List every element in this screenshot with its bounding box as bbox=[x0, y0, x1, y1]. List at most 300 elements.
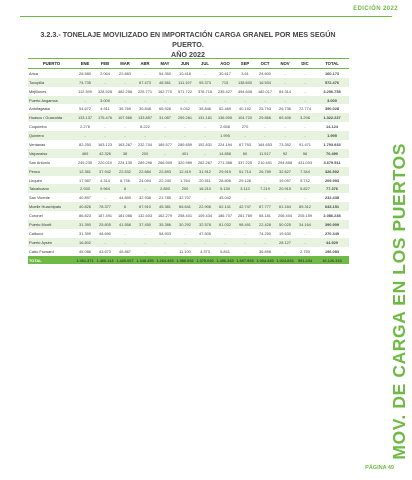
tonnage-cell: 326.502 bbox=[315, 167, 349, 176]
tonnage-cell: 132.503 bbox=[135, 211, 155, 220]
tonnage-cell: 6.736 bbox=[115, 176, 135, 185]
table-row bbox=[28, 113, 349, 122]
tonnage-cell: 225.771 bbox=[135, 87, 155, 96]
tonnage-cell: - bbox=[295, 96, 315, 105]
tonnage-cell: 3.113 bbox=[235, 184, 255, 193]
tonnage-cell: 21.785 bbox=[155, 193, 175, 202]
tonnage-cell: - bbox=[115, 131, 135, 140]
tonnage-cell: 390.909 bbox=[315, 220, 349, 229]
total-cell: 1.264.465 bbox=[156, 257, 174, 263]
tonnage-cell: 51.714 bbox=[235, 167, 255, 176]
tonnage-cell: 112.399 bbox=[75, 87, 95, 96]
tonnage-cell: 14.124 bbox=[315, 122, 349, 131]
tonnage-cell: 320.989 bbox=[175, 158, 195, 167]
tonnage-cell: - bbox=[215, 229, 235, 238]
tonnage-cell: - bbox=[155, 131, 175, 140]
tonnage-cell: 19.630 bbox=[275, 229, 295, 238]
column-header: ENE bbox=[75, 59, 95, 69]
tonnage-cell: - bbox=[75, 131, 95, 140]
tonnage-cell: 41.558 bbox=[115, 220, 135, 229]
tonnage-cell: 494.608 bbox=[235, 87, 255, 96]
tonnage-cell: - bbox=[95, 122, 115, 131]
tonnage-cell: 200 bbox=[175, 184, 195, 193]
total-row bbox=[28, 256, 349, 265]
tonnage-cell: 81.032 bbox=[215, 220, 235, 229]
tonnage-cell: - bbox=[295, 238, 315, 247]
tonnage-cell: 30.617 bbox=[215, 68, 235, 77]
total-cell: 1.986.932 bbox=[176, 257, 194, 263]
port-name-cell: Valparaíso bbox=[28, 149, 75, 158]
tonnage-cell: 20.911 bbox=[195, 176, 215, 185]
total-cell: 1.420.067 bbox=[116, 257, 134, 263]
tonnage-cell: 32.578 bbox=[195, 220, 215, 229]
tonnage-cell: 12.419 bbox=[175, 167, 195, 176]
port-name-cell: Ventanas bbox=[28, 140, 75, 149]
tonnage-cell: 16.534 bbox=[255, 78, 275, 87]
tonnage-cell: - bbox=[295, 78, 315, 87]
tonnage-cell: 4.373 bbox=[195, 247, 215, 256]
tonnage-cell: 3.298 bbox=[295, 113, 315, 122]
tonnage-cell: 25.793 bbox=[255, 104, 275, 113]
tonnage-cell: 1.793.933 bbox=[315, 140, 349, 149]
tonnage-cell: 572.476 bbox=[315, 78, 349, 87]
total-cell: 1.348.455 bbox=[136, 257, 154, 263]
tonnage-cell: 50.025 bbox=[275, 220, 295, 229]
table-row bbox=[28, 220, 349, 229]
tonnage-cell: 9.032 bbox=[175, 104, 195, 113]
tonnage-cell: 31.399 bbox=[75, 229, 95, 238]
tonnage-cell: 259.261 bbox=[175, 113, 195, 122]
tonnage-cell: 5.827 bbox=[295, 184, 315, 193]
tonnage-cell: 43.673 bbox=[95, 247, 115, 256]
tonnage-cell: 136.905 bbox=[215, 113, 235, 122]
tonnage-cell: 40.826 bbox=[75, 202, 95, 211]
tonnage-cell: 92 bbox=[275, 149, 295, 158]
tonnage-cell: - bbox=[175, 96, 195, 105]
tonnage-cell: 220.010 bbox=[95, 158, 115, 167]
table-row bbox=[28, 184, 349, 193]
tonnage-cell: - bbox=[275, 193, 295, 202]
tonnage-cell: 8.222 bbox=[135, 122, 155, 131]
table-title-line-2: AÑO 2022 bbox=[171, 50, 205, 59]
tonnage-cell: - bbox=[275, 68, 295, 77]
tonnage-cell: 266.909 bbox=[155, 158, 175, 167]
tonnage-cell: 26.580 bbox=[75, 68, 95, 77]
tonnage-cell: 14.858 bbox=[215, 149, 235, 158]
tonnage-cell: 131.181 bbox=[195, 113, 215, 122]
column-header: SEP bbox=[235, 59, 255, 69]
port-name-cell: Lirquén bbox=[28, 176, 75, 185]
port-name-cell: Antofagasta bbox=[28, 104, 75, 113]
table-row bbox=[28, 131, 349, 140]
tonnage-cell: 10.418 bbox=[175, 68, 195, 77]
tonnage-cell: 8 bbox=[115, 184, 135, 193]
column-header: JUL bbox=[195, 59, 215, 69]
tonnage-cell: 22.428 bbox=[255, 220, 275, 229]
tonnage-cell: 84.314 bbox=[275, 87, 295, 96]
tonnage-cell: 200 bbox=[135, 149, 155, 158]
tonnage-cell: 571.722 bbox=[175, 87, 195, 96]
tonnage-cell: 270.349 bbox=[315, 229, 349, 238]
tonnage-cell: - bbox=[155, 122, 175, 131]
tonnage-cell: - bbox=[135, 131, 155, 140]
tonnage-cell: 337.225 bbox=[235, 158, 255, 167]
tonnage-cell: 68.181 bbox=[255, 211, 275, 220]
tonnage-cell: - bbox=[95, 78, 115, 87]
tonnage-cell: 25.805 bbox=[95, 220, 115, 229]
column-header: MAY bbox=[155, 59, 175, 69]
tonnage-cell: 163.123 bbox=[95, 140, 115, 149]
tonnage-cell: 328.928 bbox=[95, 87, 115, 96]
edition-label: EDICIÓN 2022 bbox=[353, 6, 398, 12]
port-name-cell: Puerto Montt bbox=[28, 220, 75, 229]
tonnage-cell: - bbox=[135, 238, 155, 247]
tonnage-cell: 7.344 bbox=[295, 167, 315, 176]
tonnage-cell: - bbox=[255, 193, 275, 202]
tonnage-cell: 54.672 bbox=[75, 104, 95, 113]
tonnage-cell: - bbox=[275, 96, 295, 105]
port-name-cell: Coquimbo bbox=[28, 122, 75, 131]
total-label-cell: TOTAL bbox=[28, 256, 75, 265]
tonnage-cell: 22.684 bbox=[135, 167, 155, 176]
tonnage-cell: 111.197 bbox=[175, 78, 195, 87]
tonnage-cell: 2.850 bbox=[155, 184, 175, 193]
tonnage-cell: 60 bbox=[235, 149, 255, 158]
tonnage-cell: 5.130 bbox=[215, 184, 235, 193]
port-name-cell: Puerto Aysén bbox=[28, 238, 75, 247]
tonnage-cell: 2.086.238 bbox=[315, 211, 349, 220]
tonnage-cell: - bbox=[175, 229, 195, 238]
tonnage-cell: 206.404 bbox=[275, 211, 295, 220]
tonnage-cell: - bbox=[115, 122, 135, 131]
tonnage-cell: 133.137 bbox=[75, 113, 95, 122]
tonnage-cell: 187.491 bbox=[95, 211, 115, 220]
tonnage-cell: - bbox=[155, 149, 175, 158]
table-title bbox=[28, 30, 348, 60]
tonnage-cell: - bbox=[155, 247, 175, 256]
tonnage-cell: 3.000 bbox=[315, 96, 349, 105]
tonnage-cell: 1.322.237 bbox=[315, 113, 349, 122]
tonnage-cell: 224.194 bbox=[215, 140, 235, 149]
tonnage-cell: 9.964 bbox=[95, 184, 115, 193]
tonnage-cell: 390.028 bbox=[315, 104, 349, 113]
table-row bbox=[28, 140, 349, 149]
table-row bbox=[28, 202, 349, 211]
column-header-port: PUERTO bbox=[28, 59, 75, 69]
port-name-cell: San Antonio bbox=[28, 158, 75, 167]
tonnage-cell: 32.627 bbox=[275, 167, 295, 176]
tonnage-cell: - bbox=[135, 247, 155, 256]
port-name-cell: Cabo Froward bbox=[28, 247, 75, 256]
tonnage-cell: 182.017 bbox=[255, 87, 275, 96]
tonnage-cell: 35.846 bbox=[195, 104, 215, 113]
page-number: PÁGINA 49 bbox=[365, 465, 394, 471]
tonnage-cell: 48.690 bbox=[95, 229, 115, 238]
port-name-cell: Puerto Angamos bbox=[28, 96, 75, 105]
tonnage-cell: 5.742 bbox=[295, 176, 315, 185]
table-row bbox=[28, 176, 349, 185]
tonnage-cell: 249.235 bbox=[75, 158, 95, 167]
tonnage-cell: 32.707 bbox=[175, 193, 195, 202]
tonnage-cell: 376.715 bbox=[195, 87, 215, 96]
total-cell: 1.466.113 bbox=[96, 257, 114, 263]
table-row bbox=[28, 238, 349, 247]
tonnage-cell: 91.471 bbox=[295, 140, 315, 149]
tonnage-cell: 7.219 bbox=[255, 184, 275, 193]
tonnage-cell: 54.350 bbox=[155, 68, 175, 77]
tonnage-cell: 89.312 bbox=[295, 202, 315, 211]
tonnage-cell: 109.434 bbox=[195, 211, 215, 220]
tonnage-cell: 164.653 bbox=[255, 140, 275, 149]
tonnage-cell: 232.704 bbox=[135, 140, 155, 149]
tonnage-cell: - bbox=[295, 68, 315, 77]
tonnage-cell: - bbox=[175, 122, 195, 131]
tonnage-cell: 77.376 bbox=[315, 184, 349, 193]
tonnage-cell: 52.469 bbox=[215, 104, 235, 113]
tonnage-cell: 22.893 bbox=[155, 167, 175, 176]
table-row bbox=[28, 193, 349, 202]
tonnage-cell: - bbox=[115, 238, 135, 247]
tonnage-cell: - bbox=[275, 247, 295, 256]
tonnage-cell: 289.859 bbox=[175, 140, 195, 149]
tonnage-cell: - bbox=[255, 96, 275, 105]
tonnage-cell: 22.906 bbox=[195, 202, 215, 211]
tonnage-cell: 1.995 bbox=[215, 131, 235, 140]
tonnage-cell: - bbox=[195, 131, 215, 140]
tonnage-cell: 35.386 bbox=[155, 220, 175, 229]
tonnage-cell: 271.388 bbox=[215, 158, 235, 167]
tonnage-cell: 69.406 bbox=[275, 113, 295, 122]
table-row bbox=[28, 158, 349, 167]
tonnage-cell: - bbox=[275, 78, 295, 87]
port-name-cell: San Vicente bbox=[28, 193, 75, 202]
column-header: OCT bbox=[255, 59, 275, 69]
tonnage-cell: 261.769 bbox=[235, 211, 255, 220]
tonnage-cell: 107.966 bbox=[115, 113, 135, 122]
tonnage-cell: 74.250 bbox=[255, 229, 275, 238]
tonnage-cell: 186.707 bbox=[215, 211, 235, 220]
tonnage-cell: - bbox=[115, 78, 135, 87]
tonnage-cell: 715 bbox=[215, 78, 235, 87]
tonnage-cell: - bbox=[235, 247, 255, 256]
tonnage-cell: 11.100 bbox=[175, 247, 195, 256]
port-name-cell: Quintero bbox=[28, 131, 75, 140]
tonnage-cell: - bbox=[135, 68, 155, 77]
tonnage-cell: 29.128 bbox=[235, 176, 255, 185]
tonnage-cell: 22.883 bbox=[115, 68, 135, 77]
tonnage-cell: - bbox=[135, 184, 155, 193]
tonnage-cell: 181.086 bbox=[115, 211, 135, 220]
tonnage-cell: - bbox=[95, 238, 115, 247]
tonnage-cell: - bbox=[155, 96, 175, 105]
tonnage-cell: 24.600 bbox=[255, 68, 275, 77]
tonnage-cell: 26.789 bbox=[255, 167, 275, 176]
tonnage-cell: - bbox=[195, 238, 215, 247]
port-name-cell: Penco bbox=[28, 167, 75, 176]
tonnage-cell: - bbox=[135, 229, 155, 238]
tonnage-cell: - bbox=[195, 96, 215, 105]
tonnage-cell: - bbox=[195, 122, 215, 131]
tonnage-cell: 37.942 bbox=[95, 167, 115, 176]
tonnage-cell: 401 bbox=[175, 149, 195, 158]
tonnage-cell: - bbox=[255, 131, 275, 140]
tonnage-cell: 482.258 bbox=[115, 87, 135, 96]
total-cell: 1.667.965 bbox=[236, 257, 254, 263]
table-header bbox=[28, 59, 349, 69]
tonnage-cell: 232.438 bbox=[315, 193, 349, 202]
tonnage-cell: 19.097 bbox=[275, 176, 295, 185]
tonnage-cell: - bbox=[135, 96, 155, 105]
column-header: MAR bbox=[115, 59, 135, 69]
tonnage-cell: 47.505 bbox=[195, 229, 215, 238]
tonnage-cell: 160.173 bbox=[315, 68, 349, 77]
tonnage-cell: - bbox=[235, 229, 255, 238]
tonnage-cell: - bbox=[175, 238, 195, 247]
tonnage-cell: 469 bbox=[75, 149, 95, 158]
tonnage-cell: - bbox=[295, 87, 315, 96]
tonnage-cell: 270 bbox=[235, 122, 255, 131]
table-body bbox=[28, 68, 349, 255]
tonnage-cell: 643.151 bbox=[315, 202, 349, 211]
column-header: AGO bbox=[215, 59, 235, 69]
table-row bbox=[28, 149, 349, 158]
tonnage-cell: 29.919 bbox=[215, 167, 235, 176]
tonnage-cell: 22.240 bbox=[155, 176, 175, 185]
tonnage-cell: - bbox=[75, 96, 95, 105]
tonnage-cell: 2.064 bbox=[95, 68, 115, 77]
column-header: NOV bbox=[275, 59, 295, 69]
tonnage-cell: 78.377 bbox=[95, 202, 115, 211]
tonnage-cell: 67.910 bbox=[135, 202, 155, 211]
tonnage-table-wrapper bbox=[28, 58, 349, 264]
tonnage-cell: 42.326 bbox=[95, 149, 115, 158]
tonnage-cell: 3.000 bbox=[95, 96, 115, 105]
total-cell: 1.004.345 bbox=[256, 257, 274, 263]
tonnage-cell: 65.928 bbox=[155, 104, 175, 113]
table-row bbox=[28, 68, 349, 77]
tonnage-cell: 72.774 bbox=[295, 104, 315, 113]
tonnage-cell: 74.735 bbox=[75, 78, 95, 87]
tonnage-cell: 209.993 bbox=[315, 176, 349, 185]
tonnage-cell: 4.911 bbox=[95, 104, 115, 113]
total-cell: 1.456.345 bbox=[216, 257, 234, 263]
tonnage-cell: 1.764 bbox=[175, 176, 195, 185]
port-name-cell: Mejillones bbox=[28, 87, 75, 96]
tonnage-cell: - bbox=[235, 238, 255, 247]
tonnage-cell: 162.770 bbox=[155, 87, 175, 96]
table-row bbox=[28, 96, 349, 105]
tonnage-cell: 1.995 bbox=[315, 131, 349, 140]
column-header: FEB bbox=[95, 59, 115, 69]
tonnage-cell: 20.915 bbox=[275, 184, 295, 193]
tonnage-cell: - bbox=[175, 131, 195, 140]
tonnage-cell: 30.848 bbox=[135, 104, 155, 113]
tonnage-cell: 30.292 bbox=[175, 220, 195, 229]
tonnage-cell: 37.450 bbox=[135, 220, 155, 229]
table-row bbox=[28, 167, 349, 176]
tonnage-cell: 40.192 bbox=[235, 104, 255, 113]
tonnage-cell: 6 bbox=[115, 202, 135, 211]
port-name-cell: Huasco / Guacolda bbox=[28, 113, 75, 122]
table-row bbox=[28, 78, 349, 87]
table-footer bbox=[28, 256, 349, 265]
tonnage-cell: 175.476 bbox=[95, 113, 115, 122]
tonnage-cell: - bbox=[215, 96, 235, 105]
total-cell: 1.061.371 bbox=[76, 257, 94, 263]
tonnage-cell: - bbox=[275, 131, 295, 140]
tonnage-cell: 44.890 bbox=[115, 193, 135, 202]
tonnage-cell: 45.042 bbox=[215, 193, 235, 202]
header-row bbox=[28, 59, 349, 69]
tonnage-cell: 87.777 bbox=[255, 202, 275, 211]
tonnage-cell: 163.267 bbox=[115, 140, 135, 149]
tonnage-cell: 40.897 bbox=[75, 193, 95, 202]
tonnage-cell: 95.373 bbox=[195, 78, 215, 87]
tonnage-cell: 24.094 bbox=[135, 176, 155, 185]
tonnage-cell: 32.938 bbox=[135, 193, 155, 202]
tonnage-cell: 196.083 bbox=[315, 247, 349, 256]
tonnage-cell: 45.086 bbox=[75, 247, 95, 256]
tonnage-cell: - bbox=[115, 96, 135, 105]
table-row bbox=[28, 211, 349, 220]
port-name-cell: Arica bbox=[28, 68, 75, 77]
tonnage-cell: 31.912 bbox=[195, 167, 215, 176]
tonnage-cell: 5.841 bbox=[215, 247, 235, 256]
tonnage-cell: 16.802 bbox=[75, 238, 95, 247]
top-divider bbox=[20, 16, 392, 17]
column-header: ABR bbox=[135, 59, 155, 69]
tonnage-table bbox=[28, 58, 349, 264]
tonnage-cell: 3.679.511 bbox=[315, 158, 349, 167]
tonnage-cell: 35.769 bbox=[115, 104, 135, 113]
tonnage-cell: 66.641 bbox=[175, 202, 195, 211]
tonnage-cell: - bbox=[295, 122, 315, 131]
port-name-cell: Muelle Huachipato bbox=[28, 202, 75, 211]
tonnage-cell: 3.256.758 bbox=[315, 87, 349, 96]
tonnage-cell: 235.427 bbox=[215, 87, 235, 96]
tonnage-cell: 73.392 bbox=[275, 140, 295, 149]
tonnage-cell: - bbox=[95, 131, 115, 140]
table-row bbox=[28, 104, 349, 113]
tonnage-cell: 22.532 bbox=[115, 167, 135, 176]
table-row bbox=[28, 229, 349, 238]
tonnage-cell: 2.930 bbox=[75, 184, 95, 193]
column-header: DIC bbox=[295, 59, 315, 69]
tonnage-cell: - bbox=[295, 131, 315, 140]
tonnage-cell: - bbox=[195, 193, 215, 202]
tonnage-cell: - bbox=[235, 96, 255, 105]
tonnage-cell: 17.987 bbox=[75, 176, 95, 185]
tonnage-cell: 294.858 bbox=[275, 158, 295, 167]
tonnage-cell: 44.929 bbox=[315, 238, 349, 247]
tonnage-cell: 45.867 bbox=[115, 247, 135, 256]
port-name-cell: Tocopilla bbox=[28, 78, 75, 87]
table-title-line-1: 3.2.3.- TONELAJE MOVILIZADO EN IMPORTACIÓN CARGA GRANEL POR MES SEGÚN PUERTO. bbox=[40, 30, 336, 49]
tonnage-cell: 2.276 bbox=[75, 122, 95, 131]
tonnage-cell: 11.517 bbox=[255, 149, 275, 158]
tonnage-cell: 58.903 bbox=[155, 229, 175, 238]
tonnage-cell: 56 bbox=[295, 149, 315, 158]
tonnage-cell: 42.747 bbox=[235, 202, 255, 211]
tonnage-cell: 31.390 bbox=[75, 220, 95, 229]
table-row bbox=[28, 122, 349, 131]
section-side-title: MOV. DE CARGA EN LOS PUERTOS bbox=[389, 143, 409, 460]
table-row bbox=[28, 87, 349, 96]
tonnage-cell: 138.600 bbox=[235, 78, 255, 87]
port-name-cell: Coronel bbox=[28, 211, 75, 220]
column-header: TOTAL bbox=[315, 59, 349, 69]
tonnage-cell: 67.793 bbox=[235, 140, 255, 149]
